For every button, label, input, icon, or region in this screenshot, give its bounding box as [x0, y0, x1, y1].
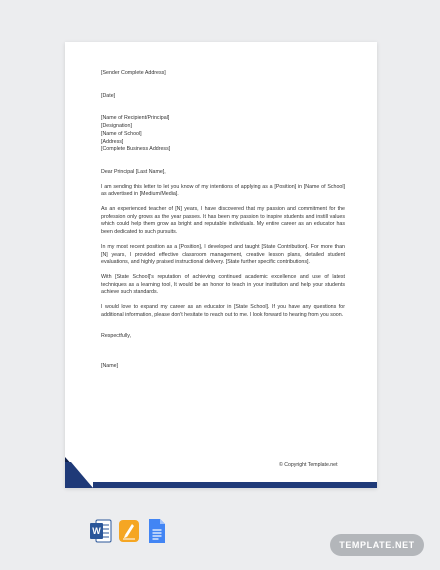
corner-decoration — [65, 42, 377, 488]
word-icon-letter: W — [92, 526, 101, 536]
letter-date: [Date] — [101, 92, 116, 99]
copyright-text: © Copyright Template.net — [279, 462, 338, 468]
pages-icon[interactable] — [118, 518, 140, 544]
word-icon[interactable] — [90, 518, 112, 544]
recipient-line: [Designation] — [101, 123, 132, 130]
recipient-line: [Name of School] — [101, 130, 142, 137]
body-paragraph: As an experienced teacher of [N] years, I have discovered that my passion and commitment for the profession only grows as the year passes. It has been my passion to inspire students and instill values which could help them grow as bright and reputable individuals. My entire career as an educator has been dedicated to such pursuits. — [101, 206, 345, 236]
template-net-badge[interactable]: TEMPLATE.NET — [330, 534, 424, 556]
body-paragraph: I would love to expand my career as an educator in [State School]. If you have any questions for additional information, please don't hesitate to reach out to me. I look forward to hearing from you soon. — [101, 304, 345, 318]
letter-page — [65, 42, 377, 488]
closing: Respectfully, — [101, 333, 131, 340]
signature-name: [Name] — [101, 363, 119, 370]
salutation: Dear Principal [Last Name], — [101, 168, 166, 175]
body-paragraph: In my most recent position as a [Position], I developed and taught [State Contribution]. For more than [N] years, I provided effective classroom management, creative lesson plans, detailed student evaluations, and highly praised instructional delivery. [State further specific contributions]. — [101, 243, 345, 266]
body-paragraph: I am sending this letter to let you know of my intentions of applying as a [Position] in [Name of School] as advertised in [Medium/Media]. — [101, 183, 345, 198]
recipient-line: [Complete Business Address] — [101, 146, 171, 153]
body-paragraph: With [State School]'s reputation of achieving continued academic excellence and use of latest techniques as a learning tool, It would be an honor to teach in your institution and help your students achieve such standards. — [101, 273, 345, 296]
sender-address: [Sender Complete Address] — [101, 70, 166, 76]
google-docs-icon[interactable] — [146, 518, 168, 544]
recipient-line: [Address] — [101, 138, 124, 145]
recipient-line: [Name of Recipient/Principal] — [101, 115, 170, 122]
